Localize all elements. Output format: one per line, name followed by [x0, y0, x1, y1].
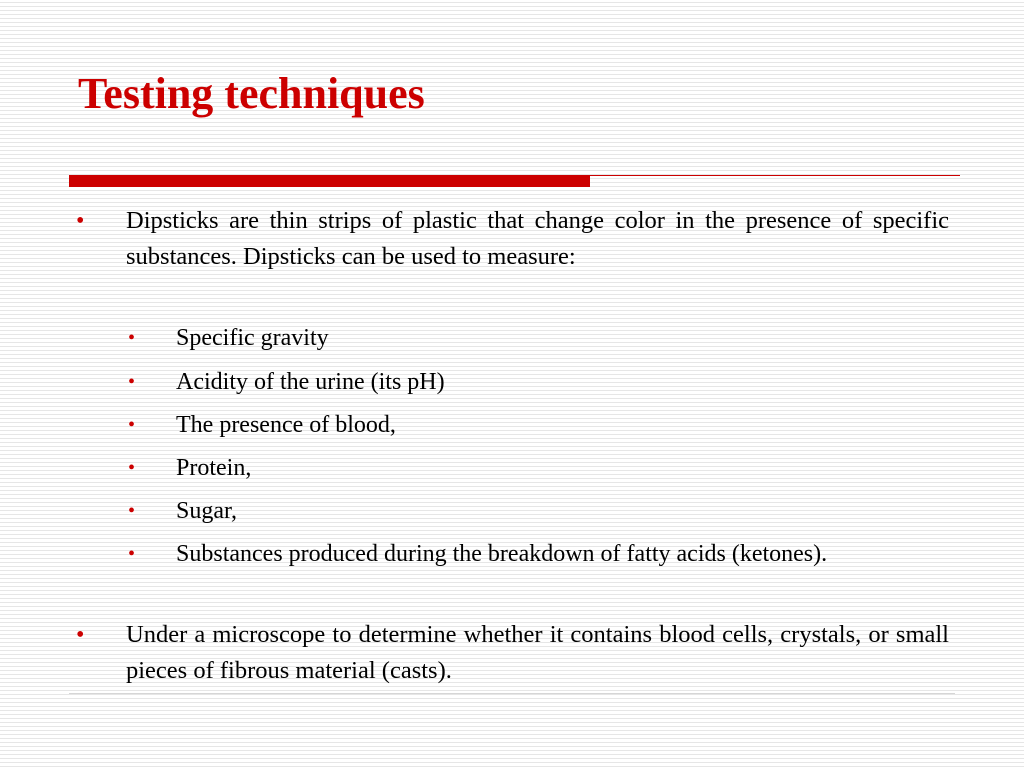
- bullet-text: Under a microscope to determine whether it contains blood cells, crystals, or small pieces of fibrous material (casts).: [126, 621, 949, 684]
- sub-bullet-item: [128, 493, 949, 529]
- sub-bullet-text: Specific gravity: [176, 325, 329, 351]
- bullet-text: Dipsticks are thin strips of plastic that change color in the presence of specific substances. Dipsticks can be used to measure:: [126, 207, 949, 270]
- sub-bullet-text: Acidity of the urine (its pH): [176, 369, 445, 395]
- sub-bullet-icon: •: [128, 500, 136, 522]
- bullet-item-dipsticks: [76, 203, 949, 275]
- sub-bullet-item: [128, 364, 949, 400]
- sub-bullet-icon: •: [128, 327, 136, 349]
- sub-bullet-text: Protein,: [176, 455, 252, 481]
- bullet-item-microscope: [76, 617, 949, 689]
- sub-bullet-text: Substances produced during the breakdown of fatty acids (ketones).: [176, 541, 828, 567]
- sub-bullet-icon: •: [128, 457, 136, 479]
- footer-divider: [69, 693, 955, 694]
- sub-bullet-text: The presence of blood,: [176, 412, 396, 438]
- sub-bullet-item: [128, 407, 949, 443]
- bullet-icon: •: [76, 208, 85, 234]
- sub-bullet-icon: •: [128, 543, 136, 565]
- sub-bullet-item: [128, 320, 949, 356]
- sub-bullet-text: Sugar,: [176, 498, 238, 524]
- sub-bullet-item: [128, 450, 949, 486]
- sub-bullet-icon: •: [128, 371, 136, 393]
- sub-bullet-icon: •: [128, 414, 136, 436]
- bullet-icon: •: [76, 622, 85, 648]
- slide-title: Testing techniques: [78, 69, 425, 118]
- sub-bullet-item: [128, 536, 949, 572]
